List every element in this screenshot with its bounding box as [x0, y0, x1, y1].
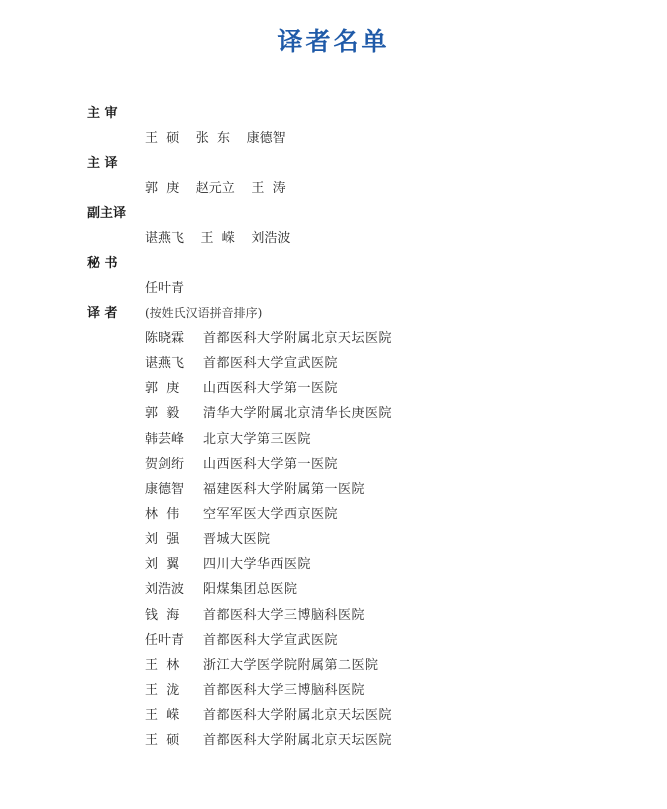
translator-affiliation: 山西医科大学第一医院 — [203, 381, 339, 397]
translator-row — [87, 653, 647, 678]
translator-name: 贺剑绗 — [145, 456, 185, 472]
translator-affiliation: 北京大学第三医院 — [203, 431, 312, 447]
translator-row — [87, 477, 647, 502]
sort-order-note: (按姓氏汉语拼音排序) — [145, 306, 263, 320]
page-title: 译者名单 — [277, 27, 390, 56]
translator-row — [87, 527, 647, 552]
translator-name: 刘 翼 — [145, 557, 180, 573]
translator-row — [87, 552, 647, 577]
translator-name: 刘 强 — [145, 532, 180, 548]
translator-row — [87, 401, 647, 426]
secretary-heading: 秘 书 — [87, 256, 118, 271]
translator-row — [87, 351, 647, 376]
translator-name: 刘浩波 — [145, 582, 185, 598]
translator-affiliation: 福建医科大学附属第一医院 — [203, 481, 366, 497]
translators-header — [87, 301, 647, 326]
translator-affiliation: 首都医科大学三博脑科医院 — [203, 682, 366, 698]
translator-name: 谌燕飞 — [145, 356, 185, 372]
translator-name: 王 泷 — [145, 682, 180, 698]
translator-row — [87, 628, 647, 653]
translator-row — [87, 376, 647, 401]
translator-name: 康德智 — [145, 481, 185, 497]
translator-affiliation: 首都医科大学宣武医院 — [203, 632, 339, 648]
deputy-chief-translator-names: 谌燕飞 王 嵘 刘浩波 — [145, 231, 291, 246]
translator-affiliation: 四川大学华西医院 — [203, 557, 312, 573]
translator-row — [87, 678, 647, 703]
translator-row — [87, 728, 647, 753]
chief-translator-heading: 主 译 — [87, 156, 118, 171]
translator-name: 王 林 — [145, 657, 180, 673]
translator-name: 陈晓霖 — [145, 331, 185, 346]
translator-row — [87, 452, 647, 477]
translator-affiliation: 空军军医大学西京医院 — [203, 506, 339, 522]
translator-name: 郭 毅 — [145, 406, 180, 422]
translator-row — [87, 603, 647, 628]
translator-row — [87, 703, 647, 728]
chief-reviewer-heading: 主 审 — [87, 106, 118, 121]
translator-row — [87, 577, 647, 602]
translator-name: 钱 海 — [145, 607, 180, 623]
translator-affiliation: 阳煤集团总医院 — [203, 582, 298, 598]
translator-row — [87, 502, 647, 527]
translator-name: 林 伟 — [145, 506, 180, 522]
translator-rows — [87, 326, 647, 753]
translator-row — [87, 427, 647, 452]
translator-name: 王 嵘 — [145, 708, 180, 724]
chief-translator-names: 郭 庚 赵元立 王 涛 — [145, 181, 286, 196]
translator-affiliation: 浙江大学医学院附属第二医院 — [203, 657, 379, 673]
translator-affiliation: 首都医科大学三博脑科医院 — [203, 607, 366, 623]
translator-name: 韩芸峰 — [145, 431, 185, 447]
secretary-names: 任叶青 — [145, 281, 185, 296]
translator-affiliation: 晋城大医院 — [203, 532, 271, 548]
translator-name: 任叶青 — [145, 632, 185, 648]
translator-name: 王 硕 — [145, 733, 180, 749]
translator-name: 郭 庚 — [145, 381, 180, 397]
translator-affiliation: 首都医科大学宣武医院 — [203, 356, 339, 372]
translator-affiliation: 首都医科大学附属北京天坛医院 — [203, 733, 393, 749]
translator-affiliation: 清华大学附属北京清华长庚医院 — [203, 406, 393, 422]
chief-reviewer-names: 王 硕 张 东 康德智 — [145, 131, 286, 146]
deputy-chief-translator-heading: 副主译 — [87, 206, 127, 221]
translator-row — [87, 326, 647, 351]
translator-affiliation: 首都医科大学附属北京天坛医院 — [203, 331, 393, 346]
translators-heading: 译 者 — [87, 306, 118, 321]
translator-affiliation: 首都医科大学附属北京天坛医院 — [203, 708, 393, 724]
translator-affiliation: 山西医科大学第一医院 — [203, 456, 339, 472]
translator-list — [87, 101, 647, 753]
